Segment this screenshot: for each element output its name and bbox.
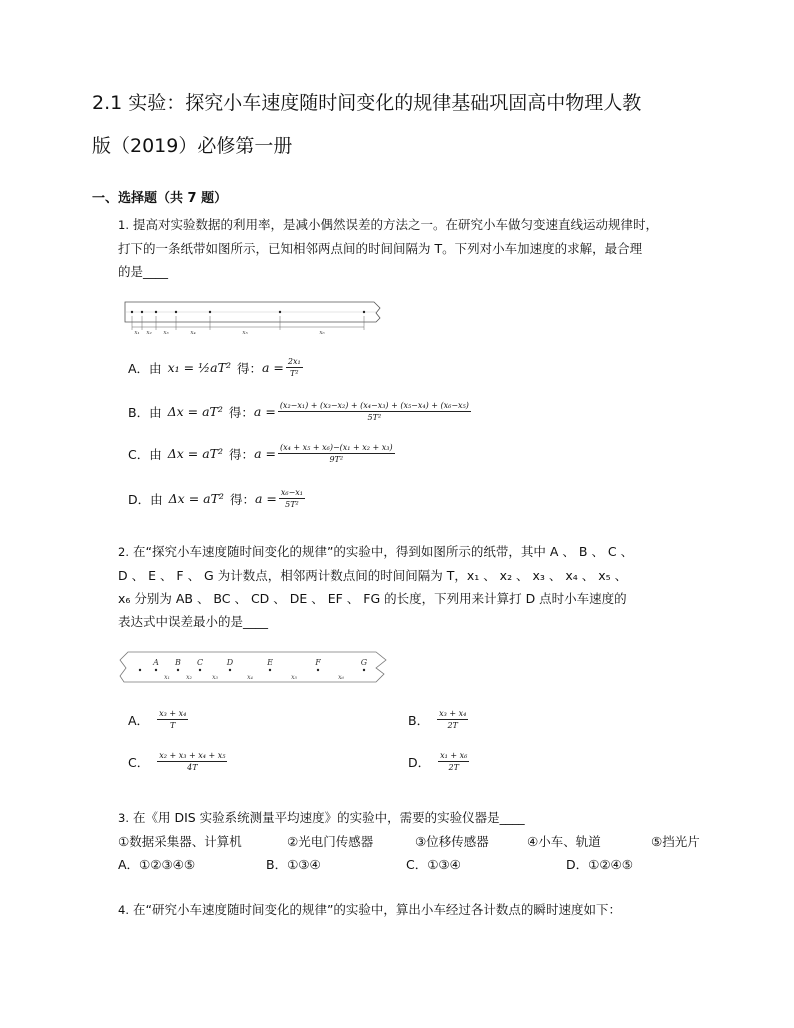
tape-dot xyxy=(209,311,211,313)
option-fraction xyxy=(278,442,395,465)
fraction-numerator: x₃ + x₄ xyxy=(159,709,187,718)
option-given: Δx = aT² xyxy=(167,404,223,419)
tape-segment-label: x₂ xyxy=(146,330,152,336)
option-label: C．由 xyxy=(128,446,162,462)
tape-segment-label: x₁ xyxy=(134,330,140,336)
q2-option-c[interactable] xyxy=(128,750,229,773)
option-result-prefix: a = xyxy=(254,491,277,506)
tape-segment-label: x₅ xyxy=(242,330,248,336)
tape-segment-label: x₁ xyxy=(164,674,170,681)
option-label: D．由 xyxy=(128,491,163,507)
tape-dot xyxy=(177,669,179,671)
section-heading: 一、选择题（共 7 题） xyxy=(92,191,228,206)
tape-point-label: F xyxy=(315,658,321,667)
q2-option-a[interactable] xyxy=(128,708,190,731)
q1-option-c[interactable] xyxy=(128,442,397,465)
q1-paper-tape-figure xyxy=(124,300,386,340)
question-text-line: 在“研究小车速度随时间变化的规律”的实验中，算出小车经过各计数点的瞬时速度如下： xyxy=(132,902,621,917)
option-label: B．由 xyxy=(128,404,162,420)
tape-dot xyxy=(155,669,157,671)
tape-segment-label: x₅ xyxy=(291,674,297,681)
fraction-denominator: 4T xyxy=(187,763,198,772)
option-fraction xyxy=(278,400,471,423)
fraction-denominator: 5T² xyxy=(285,500,299,509)
option-fraction xyxy=(286,356,303,379)
q3-item: ④小车、轨道 xyxy=(527,834,601,849)
tape-segment-label: x₄ xyxy=(190,330,196,336)
q3-option-c[interactable]: C．①③④ xyxy=(406,857,461,872)
fraction-denominator: 9T² xyxy=(329,455,344,464)
q3-option-a[interactable]: A．①②③④⑤ xyxy=(118,857,196,872)
tape-dot xyxy=(139,669,141,671)
question-text-line: 打下的一条纸带如图所示，已知相邻两点间的时间间隔为 T。下列对小车加速度的求解，最合理 xyxy=(118,241,643,256)
tape-dot xyxy=(363,311,365,313)
tape-segment-label: x₃ xyxy=(163,330,169,336)
fraction-denominator: 5T² xyxy=(367,413,382,422)
tape-point-label: D xyxy=(226,658,234,667)
option-get: 得： xyxy=(228,404,254,420)
tape-segment-label: x₄ xyxy=(247,674,253,681)
option-fraction xyxy=(438,750,469,773)
question-number: 4. xyxy=(118,903,129,917)
question-text-line: 的是____ xyxy=(118,264,169,279)
tape-dot xyxy=(317,669,319,671)
tape-segment-label: x₂ xyxy=(186,674,192,681)
tape-dot xyxy=(175,311,177,313)
tape-segment-label: x₆ xyxy=(338,674,344,681)
q1-option-b[interactable] xyxy=(128,400,473,423)
question-4 xyxy=(118,898,708,922)
question-3 xyxy=(118,806,708,830)
question-text-line: 表达式中误差最小的是____ xyxy=(118,614,269,629)
option-fraction xyxy=(157,708,188,731)
fraction-numerator: (x₂−x₁) + (x₃−x₂) + (x₄−x₃) + (x₅−x₄) + (x₆−x₅) xyxy=(279,401,469,410)
option-label: A．由 xyxy=(128,360,162,376)
q2-option-d[interactable] xyxy=(408,750,471,773)
question-1 xyxy=(118,213,708,283)
option-fraction xyxy=(157,750,227,773)
tape-point-label: E xyxy=(267,658,273,667)
q2-option-b[interactable] xyxy=(408,708,470,731)
option-label: D． xyxy=(408,754,431,770)
question-2 xyxy=(118,540,718,633)
tape-dot xyxy=(155,311,157,313)
q1-option-d[interactable] xyxy=(128,487,307,510)
tape-segment-label: x₃ xyxy=(212,674,218,681)
tape-segment-label: x₆ xyxy=(319,330,325,336)
tape-dot xyxy=(229,669,231,671)
fraction-denominator: 2T xyxy=(448,763,459,772)
title-line-1: 2.1 实验：探究小车速度随时间变化的规律基础巩固高中物理人教 xyxy=(92,92,642,114)
tape-dot xyxy=(363,669,365,671)
fraction-numerator: x₃ + x₄ xyxy=(439,709,467,718)
option-get: 得： xyxy=(236,360,262,376)
tape-point-label: G xyxy=(360,658,368,667)
tape-dot xyxy=(141,311,143,313)
q2-paper-tape-figure xyxy=(118,648,390,688)
fraction-denominator: 2T xyxy=(447,721,458,730)
question-number: 3. xyxy=(118,811,129,825)
option-given: x₁ = ½aT² xyxy=(167,360,231,375)
option-get: 得： xyxy=(229,491,255,507)
fraction-denominator: T xyxy=(170,721,176,730)
fraction-numerator: (x₄ + x₅ + x₆)−(x₁ + x₂ + x₃) xyxy=(279,443,393,452)
fraction-numerator: 2x₁ xyxy=(287,357,301,366)
q3-items xyxy=(118,832,700,850)
option-fraction xyxy=(279,487,305,510)
fraction-numerator: x₂ + x₃ + x₄ + x₅ xyxy=(159,751,226,760)
option-result-prefix: a = xyxy=(253,404,276,419)
q3-item: ①数据采集器、计算机 xyxy=(118,834,242,849)
question-number: 1. xyxy=(118,218,129,232)
question-text-line: x₆ 分别为 AB 、 BC 、 CD 、 DE 、 EF 、 FG 的长度，下列用来计算打 D 点时小车速度的 xyxy=(118,591,627,606)
question-text-line: D 、 E 、 F 、 G 为计数点，相邻两计数点间的时间间隔为 T，x₁ 、 x₂ 、 x₃ 、 x₄ 、 x₅ 、 xyxy=(118,568,628,583)
option-get: 得： xyxy=(229,446,255,462)
tape-point-label: C xyxy=(196,658,204,667)
question-text-line: 在“探究小车速度随时间变化的规律”的实验中，得到如图所示的纸带，其中 A 、 B 、 C 、 xyxy=(132,544,634,559)
fraction-denominator: T² xyxy=(290,369,299,378)
q3-item: ②光电门传感器 xyxy=(287,834,374,849)
fraction-numerator: x₁ + x₆ xyxy=(440,751,468,760)
title-line-2: 版（2019）必修第一册 xyxy=(92,135,293,157)
option-given: Δx = aT² xyxy=(168,491,224,506)
tape-dot xyxy=(199,669,201,671)
q1-option-a[interactable] xyxy=(128,356,305,379)
tape-dot xyxy=(131,311,133,313)
option-label: A． xyxy=(128,712,150,728)
option-label: B． xyxy=(408,712,430,728)
tape-point-label: A xyxy=(153,658,159,667)
question-number: 2. xyxy=(118,545,129,559)
option-label: C． xyxy=(128,754,150,770)
tape-dot xyxy=(269,669,271,671)
option-given: Δx = aT² xyxy=(167,446,224,461)
tape-point-label: B xyxy=(175,658,181,667)
q3-option-d[interactable]: D．①②④⑤ xyxy=(566,857,633,872)
q3-option-b[interactable]: B．①③④ xyxy=(266,857,321,872)
option-fraction xyxy=(437,708,468,731)
question-text-line: 提高对实验数据的利用率，是减小偶然误差的方法之一。在研究小车做匀变速直线运动规律时， xyxy=(132,217,658,232)
document-title xyxy=(92,82,732,168)
q3-item: ⑤挡光片 xyxy=(651,834,700,849)
question-text-line: 在《用 DIS 实验系统测量平均速度》的实验中，需要的实验仪器是____ xyxy=(132,810,525,825)
option-result-prefix: a = xyxy=(254,446,276,461)
option-result-prefix: a = xyxy=(261,360,284,375)
q3-item: ③位移传感器 xyxy=(415,834,489,849)
fraction-numerator: x₆−x₁ xyxy=(280,488,304,497)
q3-options xyxy=(118,855,633,873)
tape-dot xyxy=(279,311,281,313)
